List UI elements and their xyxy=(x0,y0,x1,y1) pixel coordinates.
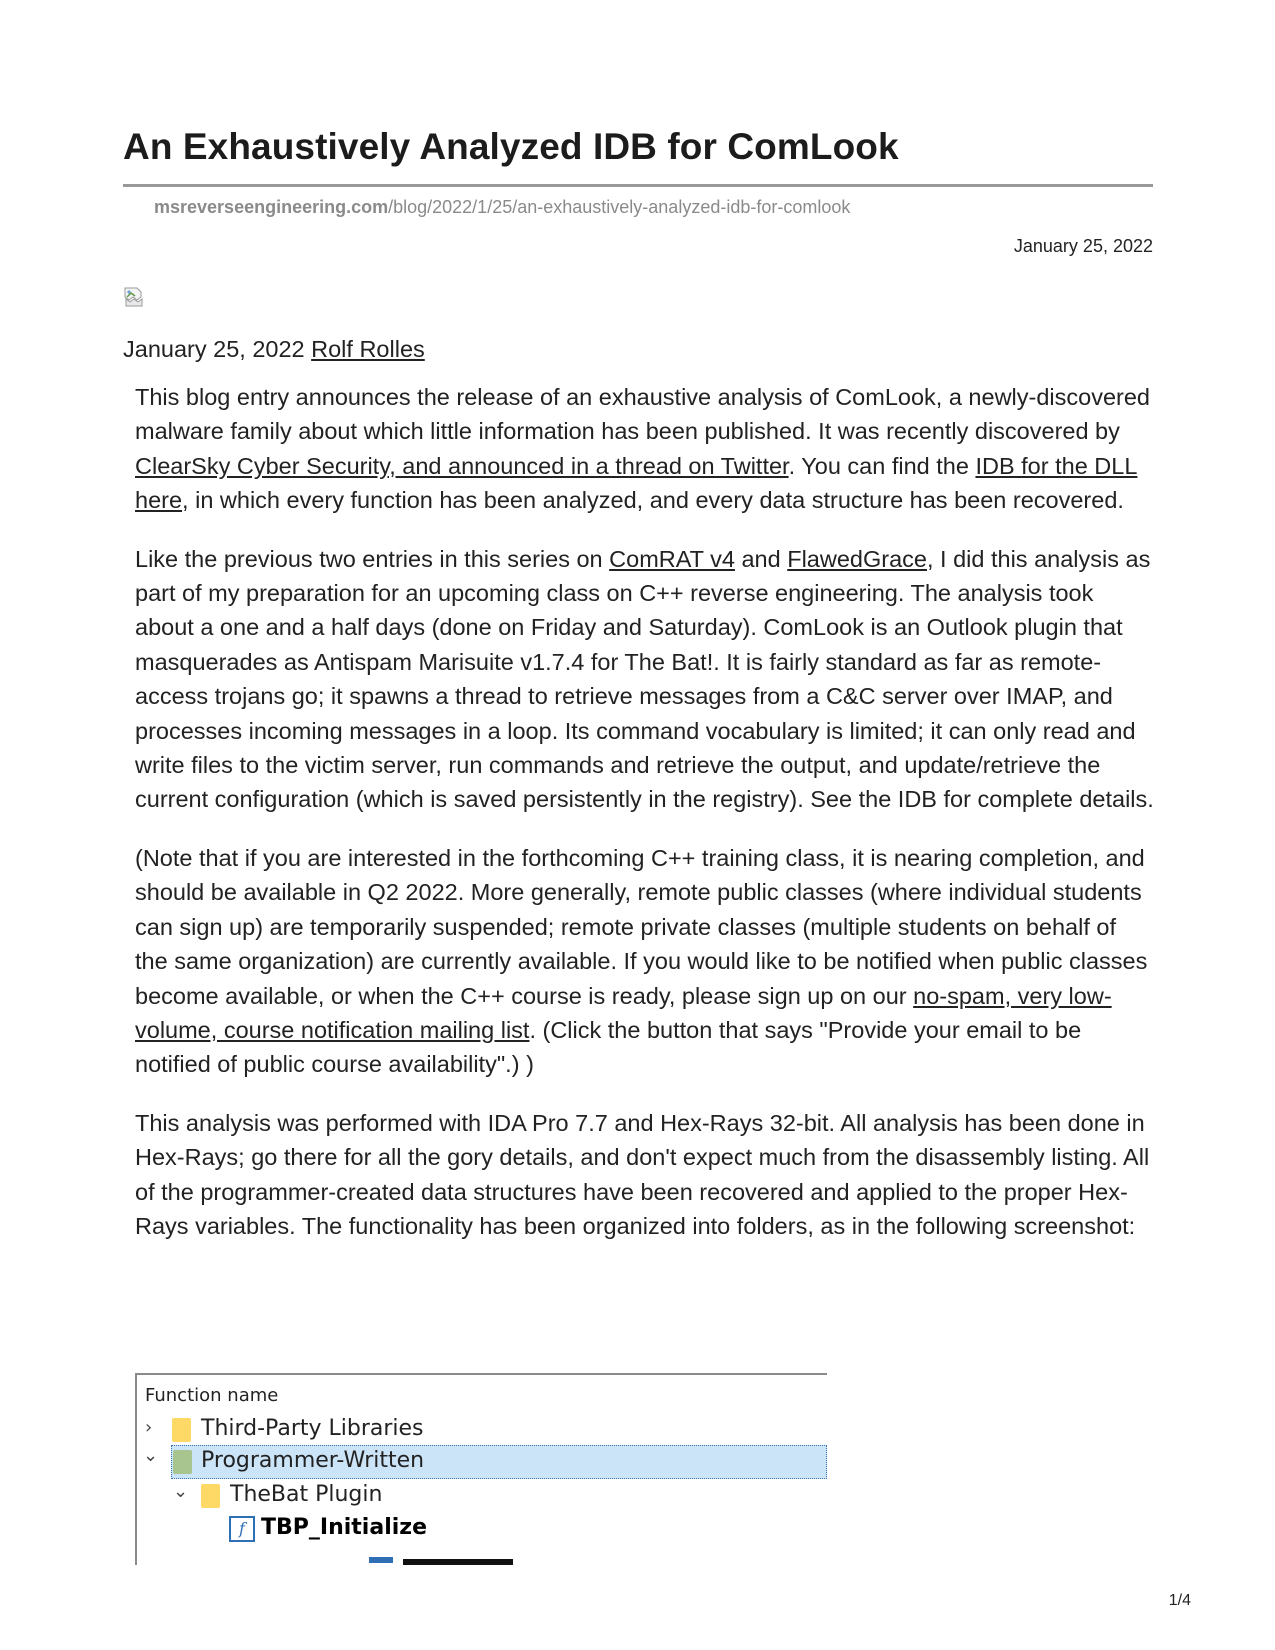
paragraph-intro xyxy=(135,380,1155,518)
tree-row-third-party[interactable] xyxy=(137,1413,827,1447)
source-path: /blog/2022/1/25/an-exhaustively-analyzed-idb-for-comlook xyxy=(388,197,851,217)
publication-date: January 25, 2022 xyxy=(1013,236,1153,256)
paragraph-tools: This analysis was performed with IDA Pro 7.7 and Hex-Rays 32-bit. All analysis has been done in Hex-Rays; go there for all the gory details, and don't expect much from the disassembly listing. All of the programmer-created data structures have been recovered and applied to the proper Hex-Rays variables. The functionality has been organized into folders, as in the following screenshot: xyxy=(135,1109,1150,1239)
title-divider xyxy=(123,184,1153,187)
tree-label: TBP_Initialize xyxy=(261,1515,427,1540)
function-name-header: Function name xyxy=(145,1385,279,1406)
article-body xyxy=(135,380,1155,1267)
function-icon: f xyxy=(229,1516,255,1542)
paragraph-text: This blog entry announces the release of an exhaustive analysis of ComLook, a newly-discovered malware family about which little information has been published. It was recently discovered by xyxy=(135,384,1150,445)
flawedgrace-link[interactable]: FlawedGrace xyxy=(787,545,927,572)
folder-icon xyxy=(201,1484,220,1508)
paragraph-text: , in which every function has been analyzed, and every data structure has been recovered. xyxy=(182,487,1124,514)
tree-label: Third-Party Libraries xyxy=(201,1416,424,1441)
source-domain: msreverseengineering.com xyxy=(154,197,389,217)
folder-icon xyxy=(173,1450,192,1474)
page-number: 1/4 xyxy=(1168,1592,1191,1609)
byline xyxy=(123,336,425,363)
cropped-label xyxy=(403,1559,513,1565)
folder-icon xyxy=(172,1418,191,1442)
paragraph-text: , I did this analysis as part of my preparation for an upcoming class on C++ reverse engineering. The analysis took about a one and a half days (done on Friday and Saturday). ComLook is an Outlook plugin that masquerades as Antispam Marisuite v1.7.4 for The Bat!. It is fairly standard as far as remote-access trojans go; it spawns a thread to retrieve messages from a C&C server over IMAP, and processes incoming messages in a loop. Its command vocabulary is limited; it can only read and write files to the victim server, run commands and retrieve the output, and update/retrieve the current configuration (which is saved persistently in the registry). See the IDB for complete details. xyxy=(135,545,1154,813)
paragraph-text: . (Click the button that says "Provide your email to be notified of public course availability".) ) xyxy=(135,1016,1082,1078)
idb-download-link[interactable]: IDB for the DLL here xyxy=(135,452,1138,514)
mailing-list-link[interactable]: no-spam, very low-volume, course notification mailing list xyxy=(135,982,1112,1043)
broken-image-icon xyxy=(123,286,145,308)
page-title: An Exhaustively Analyzed IDB for ComLook xyxy=(123,126,899,167)
function-icon xyxy=(369,1557,393,1563)
collapse-chevron-icon[interactable]: ⌄ xyxy=(173,1481,189,1502)
author-link[interactable]: Rolf Rolles xyxy=(311,336,425,362)
paragraph-series xyxy=(135,542,1155,817)
tree-row-tbp-initialize[interactable] xyxy=(137,1512,827,1546)
tree-row-thebat-plugin[interactable] xyxy=(137,1479,827,1513)
expand-chevron-icon[interactable]: › xyxy=(145,1417,153,1438)
tree-row-programmer-written[interactable] xyxy=(171,1445,827,1479)
paragraph-text: (Note that if you are interested in the forthcoming C++ training class, it is nearing completion, and should be available in Q2 2022. More generally, remote public classes (where individual students can sign up) are temporarily suspended; remote private classes (multiple students on behalf of the same organization) are currently available. If you would like to be notified when public classes become available, or when the C++ course is ready, please sign up on our xyxy=(135,844,1148,1009)
tree-label: TheBat Plugin xyxy=(230,1482,383,1507)
tree-label: Programmer-Written xyxy=(201,1448,425,1473)
paragraph-training-note xyxy=(135,841,1155,1082)
collapse-chevron-icon[interactable]: ⌄ xyxy=(143,1445,159,1466)
paragraph-text: Like the previous two entries in this series on xyxy=(135,545,610,572)
paragraph-text: and xyxy=(734,545,788,572)
clearsky-twitter-link[interactable]: ClearSky Cyber Security, and announced in a thread on Twitter xyxy=(135,452,789,479)
tree-row-cropped xyxy=(369,1557,519,1565)
comrat-link[interactable]: ComRAT v4 xyxy=(609,545,735,572)
paragraph-text: . You can find the xyxy=(788,452,976,479)
function-tree-screenshot xyxy=(135,1373,827,1565)
byline-date: January 25, 2022 xyxy=(123,336,305,362)
source-url[interactable] xyxy=(154,197,850,218)
